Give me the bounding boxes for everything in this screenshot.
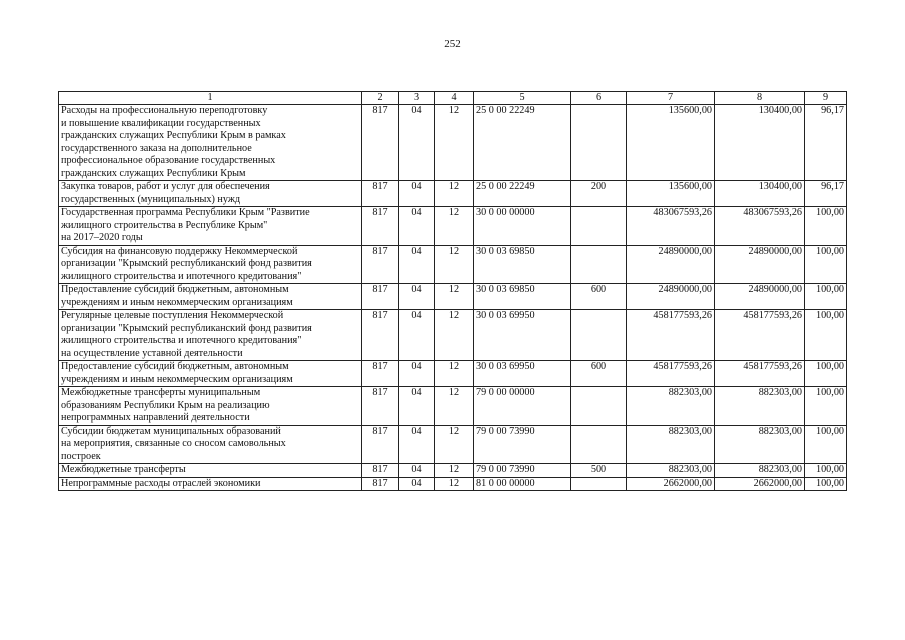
ministry-code: 817 xyxy=(362,361,399,387)
header-cell: 6 xyxy=(571,92,627,105)
ministry-code: 817 xyxy=(362,181,399,207)
section-code: 04 xyxy=(399,361,435,387)
expense-type-code xyxy=(571,105,627,181)
planned-amount: 2662000,00 xyxy=(627,477,715,491)
ministry-code: 817 xyxy=(362,245,399,284)
planned-amount: 458177593,26 xyxy=(627,310,715,361)
execution-percent: 100,00 xyxy=(805,361,847,387)
header-cell: 4 xyxy=(435,92,474,105)
section-code: 04 xyxy=(399,310,435,361)
executed-amount: 130400,00 xyxy=(715,105,805,181)
header-cell: 2 xyxy=(362,92,399,105)
expense-name: Регулярные целевые поступления Некоммерческой организации "Крымский республиканский фонд развития жилищного строительства и ипотечного кредитования" на осуществление уставной деятельности xyxy=(59,310,362,361)
expense-name: Субсидия на финансовую поддержку Некоммерческой организации "Крымский республиканский фонд развития жилищного строительства и ипотечного кредитования" xyxy=(59,245,362,284)
executed-amount: 130400,00 xyxy=(715,181,805,207)
ministry-code: 817 xyxy=(362,310,399,361)
target-article-code: 79 0 00 00000 xyxy=(474,387,571,426)
section-code: 04 xyxy=(399,181,435,207)
table-row xyxy=(59,105,847,181)
executed-amount: 458177593,26 xyxy=(715,310,805,361)
table-row xyxy=(59,425,847,464)
expense-name: Государственная программа Республики Крым "Развитие жилищного строительства в Республике Крым" на 2017–2020 годы xyxy=(59,207,362,246)
table-row xyxy=(59,361,847,387)
subsection-code: 12 xyxy=(435,387,474,426)
expense-type-code: 600 xyxy=(571,361,627,387)
executed-amount: 882303,00 xyxy=(715,387,805,426)
budget-table xyxy=(58,91,847,491)
table-row xyxy=(59,181,847,207)
table-row xyxy=(59,387,847,426)
subsection-code: 12 xyxy=(435,464,474,478)
target-article-code: 30 0 03 69850 xyxy=(474,284,571,310)
section-code: 04 xyxy=(399,105,435,181)
target-article-code: 30 0 03 69950 xyxy=(474,361,571,387)
expense-name: Субсидии бюджетам муниципальных образований на мероприятия, связанные со сносом самовольных построек xyxy=(59,425,362,464)
subsection-code: 12 xyxy=(435,425,474,464)
execution-percent: 100,00 xyxy=(805,284,847,310)
target-article-code: 25 0 00 22249 xyxy=(474,105,571,181)
ministry-code: 817 xyxy=(362,207,399,246)
expense-type-code xyxy=(571,310,627,361)
header-cell: 3 xyxy=(399,92,435,105)
planned-amount: 458177593,26 xyxy=(627,361,715,387)
execution-percent: 96,17 xyxy=(805,181,847,207)
section-code: 04 xyxy=(399,284,435,310)
expense-name: Закупка товаров, работ и услуг для обеспечения государственных (муниципальных) нужд xyxy=(59,181,362,207)
target-article-code: 25 0 00 22249 xyxy=(474,181,571,207)
execution-percent: 100,00 xyxy=(805,425,847,464)
subsection-code: 12 xyxy=(435,207,474,246)
subsection-code: 12 xyxy=(435,284,474,310)
section-code: 04 xyxy=(399,477,435,491)
executed-amount: 882303,00 xyxy=(715,425,805,464)
expense-type-code: 200 xyxy=(571,181,627,207)
section-code: 04 xyxy=(399,207,435,246)
planned-amount: 135600,00 xyxy=(627,105,715,181)
planned-amount: 882303,00 xyxy=(627,387,715,426)
table-row xyxy=(59,284,847,310)
executed-amount: 882303,00 xyxy=(715,464,805,478)
executed-amount: 24890000,00 xyxy=(715,284,805,310)
execution-percent: 96,17 xyxy=(805,105,847,181)
expense-name: Непрограммные расходы отраслей экономики xyxy=(59,477,362,491)
table-row xyxy=(59,207,847,246)
expense-type-code xyxy=(571,477,627,491)
expense-type-code: 600 xyxy=(571,284,627,310)
section-code: 04 xyxy=(399,245,435,284)
subsection-code: 12 xyxy=(435,310,474,361)
ministry-code: 817 xyxy=(362,464,399,478)
table-row xyxy=(59,464,847,478)
expense-name: Расходы на профессиональную переподготовку и повышение квалификации государственных гражданских служащих Республики Крым в рамках государственного заказа на дополнительное профессиональное образование государственных гражданских служащих Республики Крым xyxy=(59,105,362,181)
header-cell: 5 xyxy=(474,92,571,105)
target-article-code: 81 0 00 00000 xyxy=(474,477,571,491)
subsection-code: 12 xyxy=(435,245,474,284)
expense-name: Межбюджетные трансферты муниципальным образованиям Республики Крым на реализацию непрограммных направлений деятельности xyxy=(59,387,362,426)
header-cell: 8 xyxy=(715,92,805,105)
ministry-code: 817 xyxy=(362,284,399,310)
target-article-code: 30 0 03 69850 xyxy=(474,245,571,284)
execution-percent: 100,00 xyxy=(805,477,847,491)
page-number: 252 xyxy=(444,38,461,50)
table-row xyxy=(59,245,847,284)
subsection-code: 12 xyxy=(435,105,474,181)
header-cell: 7 xyxy=(627,92,715,105)
executed-amount: 458177593,26 xyxy=(715,361,805,387)
header-row xyxy=(59,92,847,105)
execution-percent: 100,00 xyxy=(805,387,847,426)
planned-amount: 483067593,26 xyxy=(627,207,715,246)
subsection-code: 12 xyxy=(435,477,474,491)
executed-amount: 24890000,00 xyxy=(715,245,805,284)
expense-name: Предоставление субсидий бюджетным, автономным учреждениям и иным некоммерческим организациям xyxy=(59,361,362,387)
expense-type-code xyxy=(571,207,627,246)
executed-amount: 483067593,26 xyxy=(715,207,805,246)
planned-amount: 135600,00 xyxy=(627,181,715,207)
expense-type-code xyxy=(571,387,627,426)
table-row xyxy=(59,310,847,361)
planned-amount: 882303,00 xyxy=(627,425,715,464)
execution-percent: 100,00 xyxy=(805,310,847,361)
target-article-code: 79 0 00 73990 xyxy=(474,464,571,478)
section-code: 04 xyxy=(399,387,435,426)
ministry-code: 817 xyxy=(362,105,399,181)
table-row xyxy=(59,477,847,491)
executed-amount: 2662000,00 xyxy=(715,477,805,491)
subsection-code: 12 xyxy=(435,181,474,207)
target-article-code: 79 0 00 73990 xyxy=(474,425,571,464)
header-cell: 9 xyxy=(805,92,847,105)
ministry-code: 817 xyxy=(362,425,399,464)
planned-amount: 24890000,00 xyxy=(627,245,715,284)
header-cell: 1 xyxy=(59,92,362,105)
execution-percent: 100,00 xyxy=(805,245,847,284)
target-article-code: 30 0 00 00000 xyxy=(474,207,571,246)
ministry-code: 817 xyxy=(362,387,399,426)
ministry-code: 817 xyxy=(362,477,399,491)
expense-type-code xyxy=(571,425,627,464)
planned-amount: 24890000,00 xyxy=(627,284,715,310)
expense-name: Предоставление субсидий бюджетным, автономным учреждениям и иным некоммерческим организациям xyxy=(59,284,362,310)
expense-name: Межбюджетные трансферты xyxy=(59,464,362,478)
execution-percent: 100,00 xyxy=(805,207,847,246)
section-code: 04 xyxy=(399,425,435,464)
expense-type-code: 500 xyxy=(571,464,627,478)
expense-type-code xyxy=(571,245,627,284)
target-article-code: 30 0 03 69950 xyxy=(474,310,571,361)
planned-amount: 882303,00 xyxy=(627,464,715,478)
subsection-code: 12 xyxy=(435,361,474,387)
execution-percent: 100,00 xyxy=(805,464,847,478)
section-code: 04 xyxy=(399,464,435,478)
